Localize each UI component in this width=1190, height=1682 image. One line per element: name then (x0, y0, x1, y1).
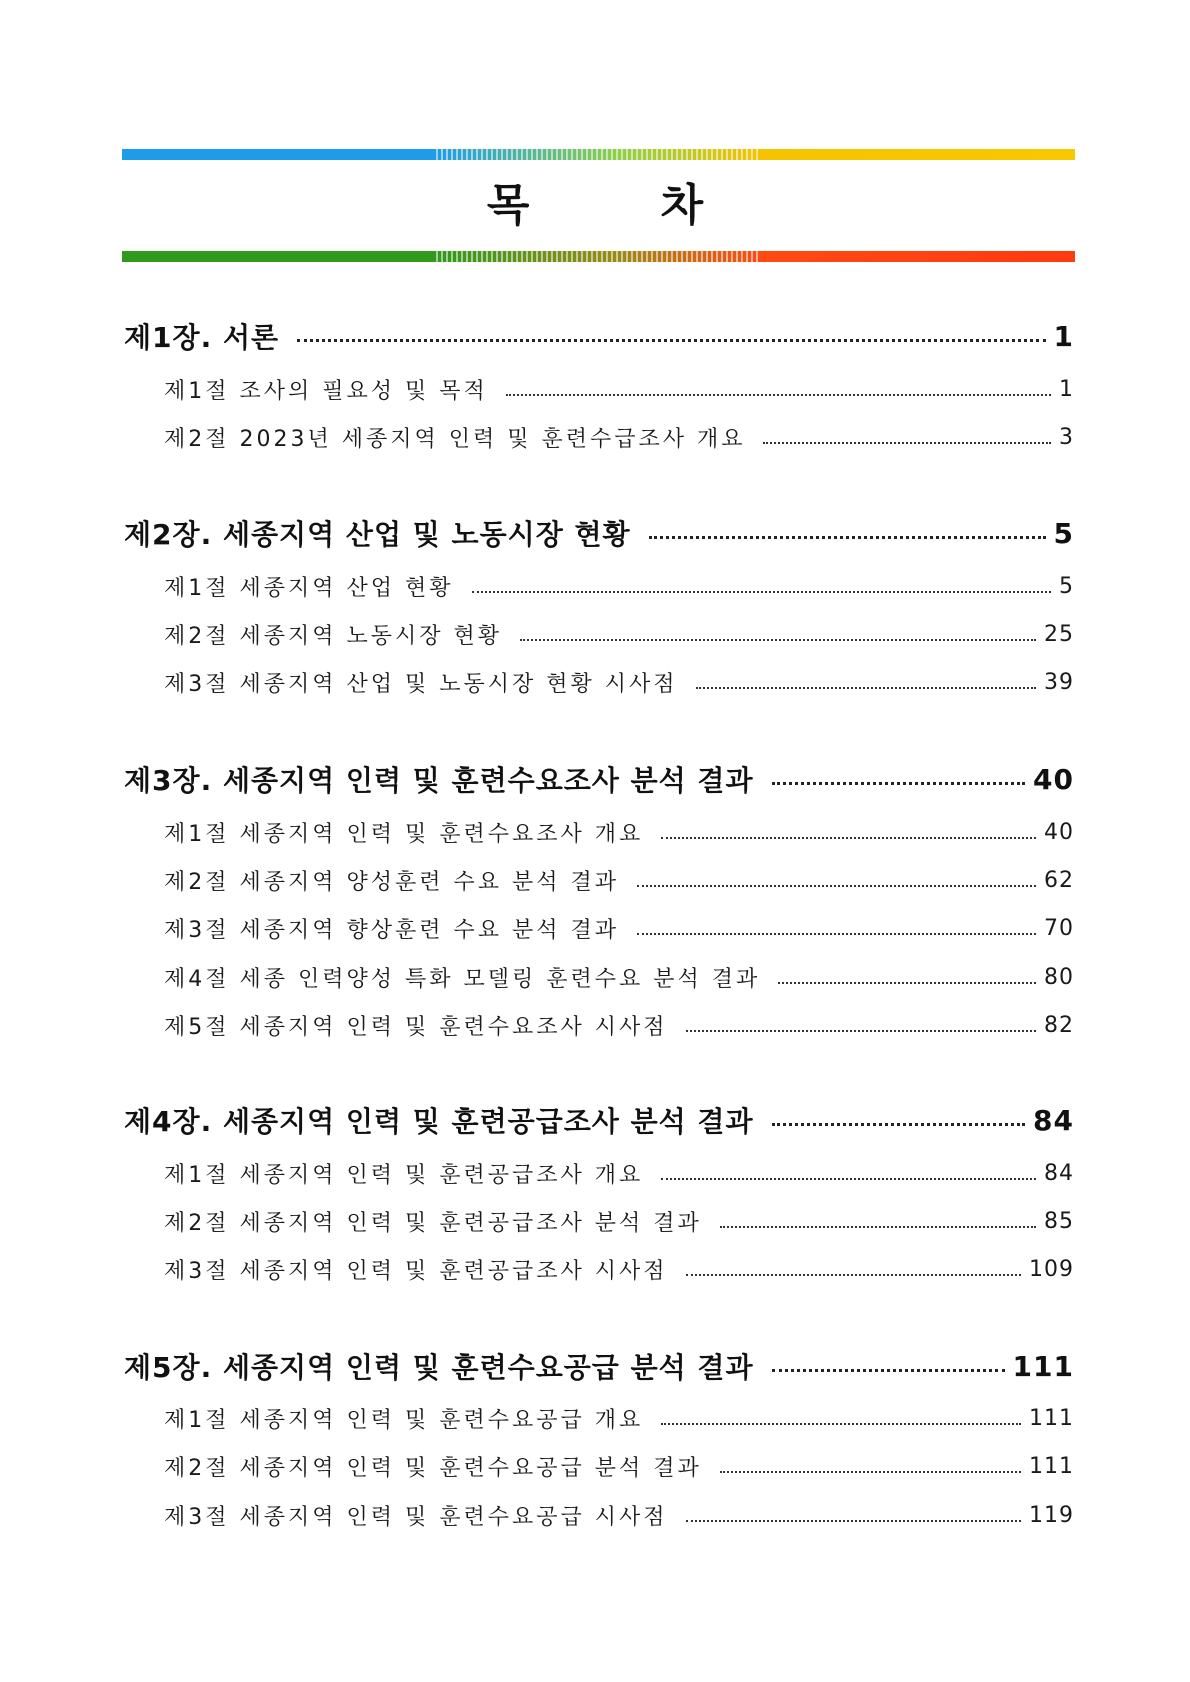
section-page-number: 39 (1044, 669, 1074, 695)
toc-section[interactable] (164, 1398, 1074, 1438)
section-title: 제2절 2023년 세종지역 인력 및 훈련수급조사 개요 (164, 426, 746, 452)
dot-leader (686, 1274, 1021, 1276)
toc-section[interactable] (164, 566, 1074, 606)
dot-leader (649, 536, 1046, 539)
section-title: 제2절 세종지역 인력 및 훈련수요공급 분석 결과 (164, 1455, 702, 1481)
toc-chapter-3[interactable] (124, 759, 1074, 799)
section-page-number: 85 (1044, 1208, 1074, 1234)
chapter-title: 제4장. 세종지역 인력 및 훈련공급조사 분석 결과 (124, 1105, 754, 1138)
toc-section[interactable] (164, 614, 1074, 654)
dot-leader (661, 1423, 1021, 1425)
section-page-number: 82 (1044, 1012, 1074, 1038)
dot-leader (720, 1471, 1021, 1473)
dot-leader (772, 1369, 1005, 1372)
chapter-page-number: 84 (1033, 1103, 1074, 1137)
dot-leader (472, 591, 1052, 593)
toc-section[interactable] (164, 1495, 1074, 1535)
toc-section[interactable] (164, 662, 1074, 702)
dot-leader (506, 394, 1051, 396)
chapter-title: 제5장. 세종지역 인력 및 훈련수요공급 분석 결과 (124, 1351, 754, 1384)
section-page-number: 25 (1044, 621, 1074, 647)
dot-leader (686, 1520, 1021, 1522)
section-title: 제3절 세종지역 향상훈련 수요 분석 결과 (164, 917, 619, 943)
section-title: 제4절 세종 인력양성 특화 모델링 훈련수요 분석 결과 (164, 966, 761, 992)
page-title: 목 차 (486, 180, 762, 231)
toc-section[interactable] (164, 908, 1074, 948)
chapter-page-number: 1 (1053, 319, 1074, 353)
dot-leader (686, 1030, 1036, 1032)
dot-leader (520, 639, 1036, 641)
toc-section[interactable] (164, 417, 1074, 457)
toc-chapter-4[interactable] (124, 1100, 1074, 1140)
section-page-number: 62 (1044, 867, 1074, 893)
section-page-number: 40 (1044, 819, 1074, 845)
section-page-number: 1 (1059, 376, 1074, 402)
section-title: 제2절 세종지역 인력 및 훈련공급조사 분석 결과 (164, 1210, 702, 1236)
section-page-number: 119 (1029, 1502, 1074, 1528)
section-title: 제2절 세종지역 양성훈련 수요 분석 결과 (164, 869, 619, 895)
chapter-page-number: 111 (1012, 1349, 1074, 1383)
toc-section[interactable] (164, 1446, 1074, 1486)
toc-chapter-1[interactable] (124, 316, 1074, 356)
toc-section[interactable] (164, 812, 1074, 852)
toc-section[interactable] (164, 957, 1074, 997)
toc-section[interactable] (164, 1153, 1074, 1193)
chapter-title: 제1장. 서론 (124, 321, 280, 354)
toc-section[interactable] (164, 369, 1074, 409)
section-page-number: 70 (1044, 915, 1074, 941)
section-title: 제5절 세종지역 인력 및 훈련수요조사 시사점 (164, 1014, 668, 1040)
chapter-title: 제3장. 세종지역 인력 및 훈련수요조사 분석 결과 (124, 764, 754, 797)
dot-leader (637, 885, 1036, 887)
section-title: 제1절 조사의 필요성 및 목적 (164, 378, 488, 404)
toc-section[interactable] (164, 1201, 1074, 1241)
section-title: 제1절 세종지역 인력 및 훈련수요공급 개요 (164, 1407, 644, 1433)
section-title: 제1절 세종지역 인력 및 훈련수요조사 개요 (164, 821, 644, 847)
dot-leader (778, 982, 1036, 984)
dot-leader (772, 782, 1026, 785)
toc-section[interactable] (164, 1249, 1074, 1289)
toc-section[interactable] (164, 1005, 1074, 1045)
toc-chapter-5[interactable] (124, 1346, 1074, 1386)
section-title: 제1절 세종지역 산업 현황 (164, 575, 454, 601)
section-title: 제2절 세종지역 노동시장 현황 (164, 623, 503, 649)
dot-leader (661, 837, 1036, 839)
section-page-number: 111 (1029, 1453, 1074, 1479)
section-page-number: 3 (1059, 424, 1074, 450)
dot-leader (763, 442, 1051, 444)
section-title: 제3절 세종지역 인력 및 훈련수요공급 시사점 (164, 1504, 668, 1530)
section-page-number: 80 (1044, 964, 1074, 990)
dot-leader (772, 1123, 1026, 1126)
chapter-title: 제2장. 세종지역 산업 및 노동시장 현황 (124, 518, 631, 551)
chapter-page-number: 5 (1053, 516, 1074, 550)
section-title: 제3절 세종지역 산업 및 노동시장 현황 시사점 (164, 671, 678, 697)
section-title: 제1절 세종지역 인력 및 훈련공급조사 개요 (164, 1162, 644, 1188)
section-page-number: 109 (1029, 1256, 1074, 1282)
dot-leader (720, 1226, 1036, 1228)
dot-leader (297, 339, 1045, 342)
section-page-number: 5 (1059, 573, 1074, 599)
section-page-number: 84 (1044, 1160, 1074, 1186)
dot-leader (696, 687, 1037, 689)
dot-leader (661, 1178, 1036, 1180)
toc-section[interactable] (164, 860, 1074, 900)
dot-leader (637, 933, 1036, 935)
chapter-page-number: 40 (1033, 762, 1074, 796)
section-title: 제3절 세종지역 인력 및 훈련공급조사 시사점 (164, 1258, 668, 1284)
toc-chapter-2[interactable] (124, 513, 1074, 553)
section-page-number: 111 (1029, 1405, 1074, 1431)
